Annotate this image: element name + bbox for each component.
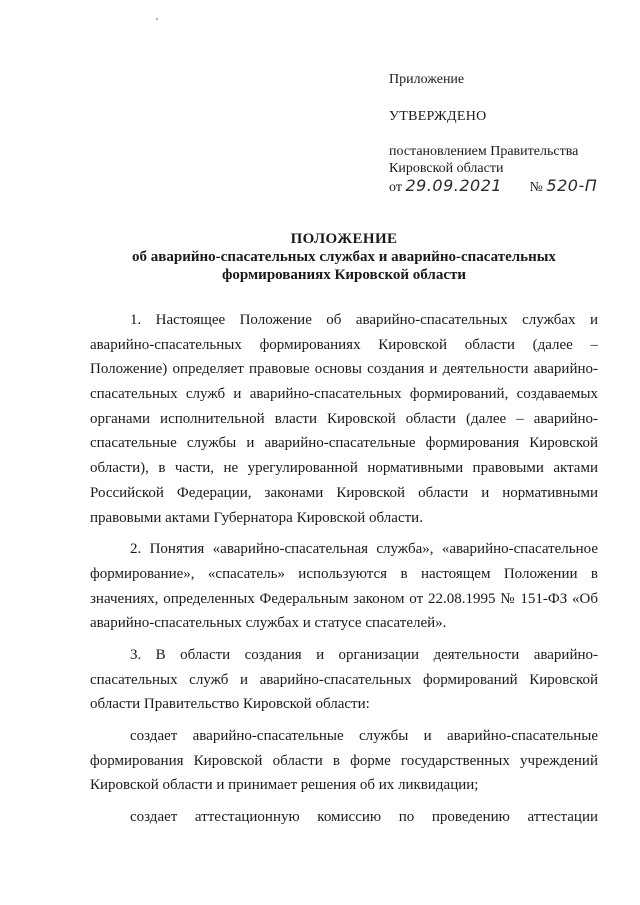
appendix-label: Приложение bbox=[389, 72, 465, 87]
document-title bbox=[90, 230, 598, 284]
text-line: 2. Понятия «аварийно-спасательная служба», «аварийно-спасательное bbox=[130, 541, 598, 558]
decree-reference bbox=[389, 143, 629, 196]
text-line: области), в части, не урегулированной нормативными правовыми актами bbox=[90, 460, 598, 477]
paragraph-3 bbox=[90, 643, 598, 717]
title-line-3: формированиях Кировской области bbox=[221, 267, 467, 283]
decree-date-line bbox=[389, 177, 629, 196]
text-line: формирование», «спасатель» используются в настоящем Положении в bbox=[90, 565, 598, 582]
handwritten-date: 29.09.2021 bbox=[405, 176, 503, 195]
title-main: ПОЛОЖЕНИЕ bbox=[290, 231, 398, 247]
document-body bbox=[90, 308, 598, 830]
number-prefix: № bbox=[529, 180, 543, 195]
text-line: правовыми актами Губернатора Кировской области. bbox=[90, 509, 423, 526]
text-line: органами исполнительной власти Кировской области (далее – аварийно- bbox=[90, 410, 598, 427]
text-line: создает аварийно-спасательные службы и аварийно-спасательные bbox=[130, 728, 598, 744]
text-line: Положение) определяет правовые основы создания и деятельности аварийно- bbox=[90, 361, 598, 378]
decree-line-1: постановлением Правительства bbox=[389, 144, 579, 159]
text-line: формирования Кировской области в форме государственных учреждений bbox=[90, 752, 598, 769]
paragraph-2 bbox=[90, 537, 598, 636]
text-line: спасательных служб и аварийно-спасательных формирований Кировской bbox=[90, 671, 598, 688]
paragraph-1 bbox=[90, 308, 598, 530]
text-line: 3. В области создания и организации деятельности аварийно- bbox=[130, 646, 598, 663]
paragraph-5 bbox=[90, 805, 598, 830]
decree-line-2: Кировской области bbox=[389, 161, 504, 176]
text-line: спасательные службы и аварийно-спасательные формирования Кировской bbox=[90, 435, 598, 452]
text-line: Российской Федерации, законами Кировской области и нормативными bbox=[90, 484, 598, 501]
handwritten-number: 520-П bbox=[546, 176, 598, 195]
approved-label: УТВЕРЖДЕНО bbox=[389, 109, 487, 124]
scan-speck bbox=[156, 18, 158, 20]
text-line: 1. Настоящее Положение об аварийно-спасательных службах и bbox=[130, 312, 598, 328]
paragraph-4 bbox=[90, 724, 598, 798]
text-line: спасательных служб и аварийно-спасательных формирований, создаваемых bbox=[90, 386, 598, 403]
text-line: Кировской области и принимает решения об их ликвидации; bbox=[90, 777, 479, 794]
text-line: области Правительство Кировской области: bbox=[90, 696, 370, 713]
title-line-2: об аварийно-спасательных службах и аварийно-спасательных bbox=[132, 249, 556, 265]
text-line: аварийно-спасательных службах и статусе спасателей». bbox=[90, 615, 447, 632]
text-line: значениях, определенных Федеральным законом от 22.08.1995 № 151-ФЗ «Об bbox=[90, 590, 598, 607]
date-prefix: от bbox=[389, 180, 402, 195]
text-line: аварийно-спасательных формированиях Кировской области (далее – bbox=[90, 336, 598, 353]
text-line: создает аттестационную комиссию по проведению аттестации bbox=[130, 809, 598, 826]
